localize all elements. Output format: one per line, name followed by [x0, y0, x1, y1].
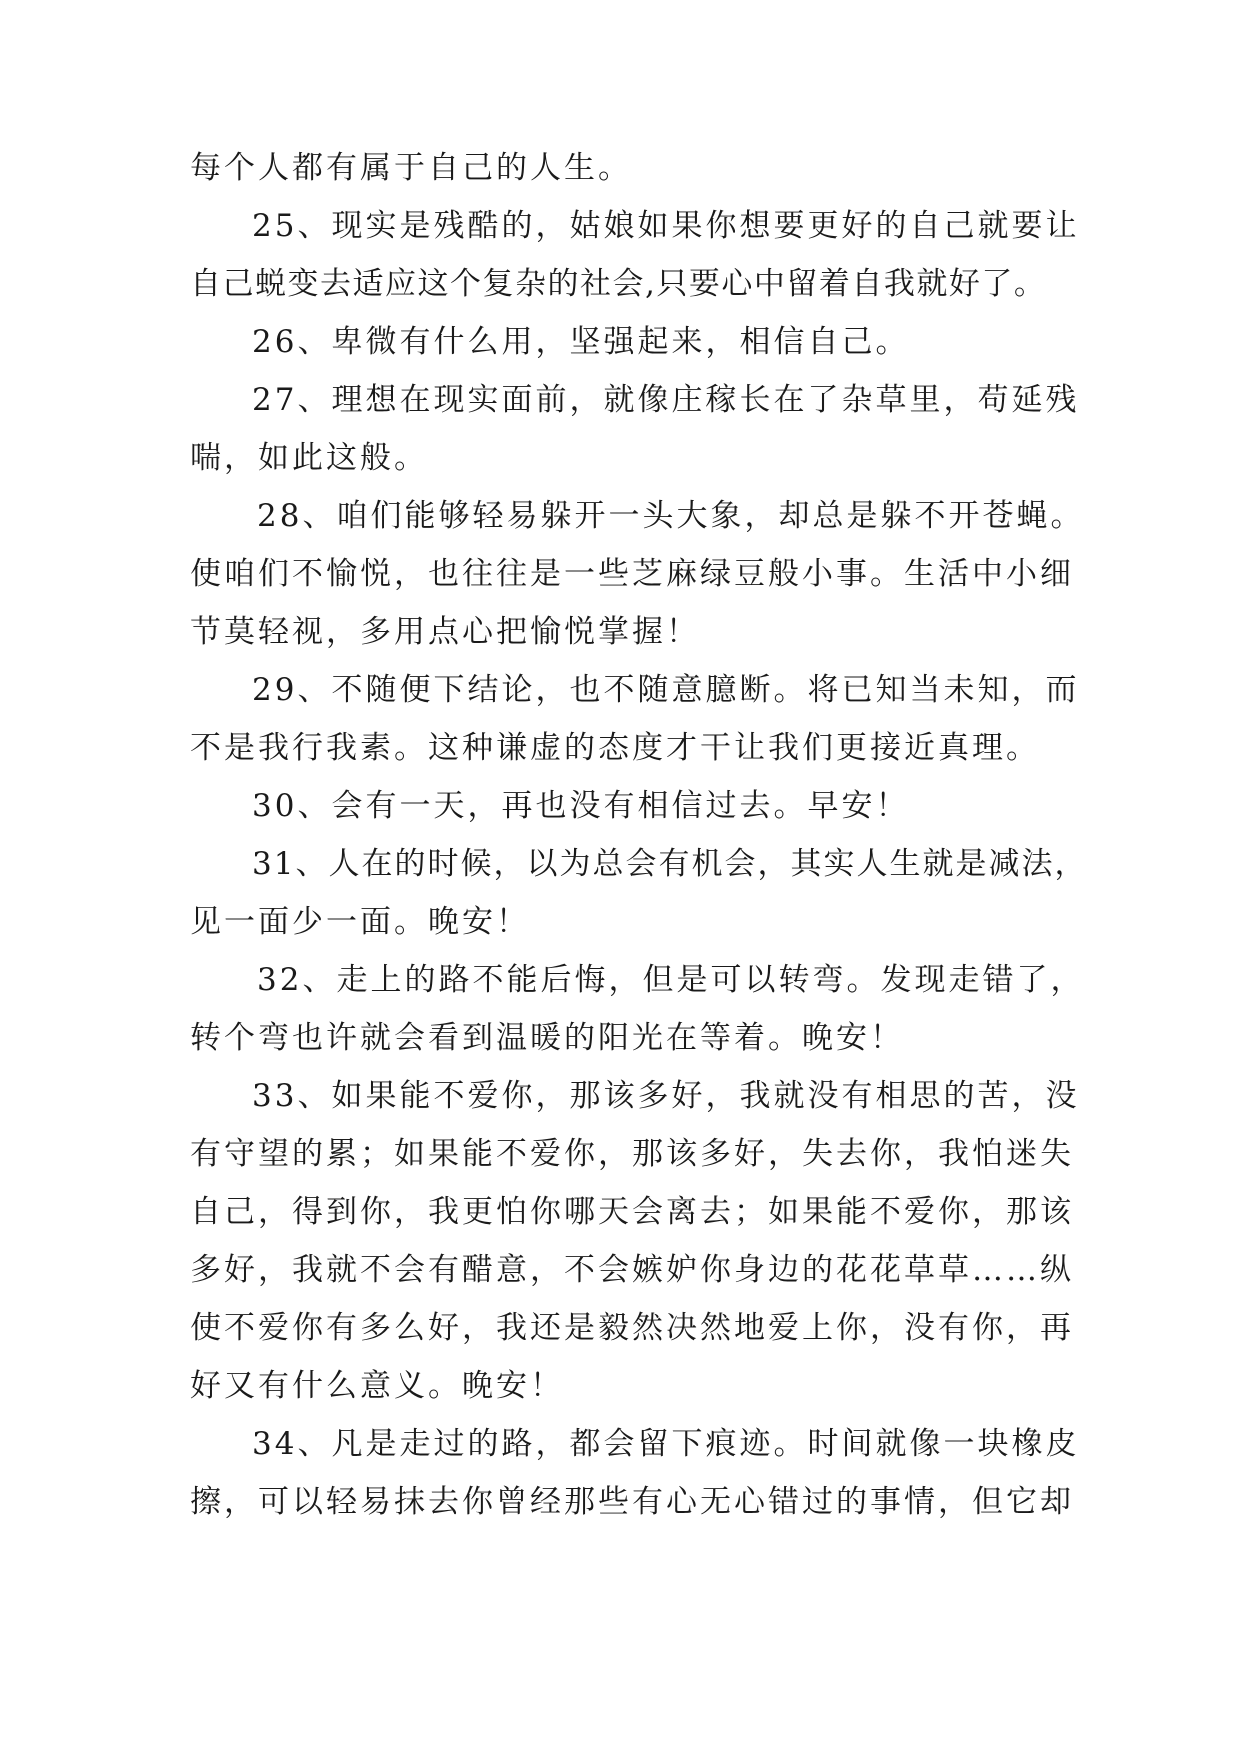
text-line: 自己，得到你，我更怕你哪天会离去；如果能不爱你，那该 — [190, 1194, 1074, 1230]
text-line: 有守望的累；如果能不爱你，那该多好，失去你，我怕迷失 — [190, 1136, 1074, 1172]
text-line: 擦，可以轻易抹去你曾经那些有心无心错过的事情，但它却 — [190, 1484, 1074, 1520]
text-line: 喘，如此这般。 — [190, 440, 428, 476]
text-line: 使不爱你有多么好，我还是毅然决然地爱上你，没有你，再 — [190, 1310, 1074, 1346]
text-line: 32、走上的路不能后悔，但是可以转弯。发现走错了， — [257, 962, 1085, 998]
text-line: 好又有什么意义。晚安！ — [190, 1368, 564, 1404]
text-line: 29、不随便下结论，也不随意臆断。将已知当未知，而 — [252, 672, 1080, 708]
text-line: 使咱们不愉悦，也往往是一些芝麻绿豆般小事。生活中小细 — [190, 556, 1074, 592]
text-line: 每个人都有属于自己的人生。 — [190, 150, 632, 186]
text-line: 31、人在的时候，以为总会有机会，其实人生就是减法， — [252, 846, 1088, 882]
text-line: 不是我行我素。这种谦虚的态度才干让我们更接近真理。 — [190, 730, 1040, 766]
text-line: 转个弯也许就会看到温暖的阳光在等着。晚安！ — [190, 1020, 904, 1056]
text-line: 节莫轻视，多用点心把愉悦掌握！ — [190, 614, 700, 650]
text-line: 27、理想在现实面前，就像庄稼长在了杂草里，苟延残 — [252, 382, 1080, 418]
text-line: 34、凡是走过的路，都会留下痕迹。时间就像一块橡皮 — [252, 1426, 1080, 1462]
text-line: 30、会有一天，再也没有相信过去。早安！ — [252, 788, 910, 824]
text-line: 28、咱们能够轻易躲开一头大象，却总是躲不开苍蝇。 — [257, 498, 1085, 534]
text-line: 多好，我就不会有醋意，不会嫉妒你身边的花花草草……纵 — [190, 1252, 1074, 1288]
text-line: 自己蜕变去适应这个复杂的社会,只要心中留着自我就好了。 — [190, 266, 1047, 302]
text-line: 26、卑微有什么用，坚强起来，相信自己。 — [252, 324, 910, 360]
text-line: 见一面少一面。晚安！ — [190, 904, 530, 940]
text-line: 25、现实是残酷的，姑娘如果你想要更好的自己就要让 — [252, 208, 1080, 244]
text-line: 33、如果能不爱你，那该多好，我就没有相思的苦，没 — [252, 1078, 1080, 1114]
